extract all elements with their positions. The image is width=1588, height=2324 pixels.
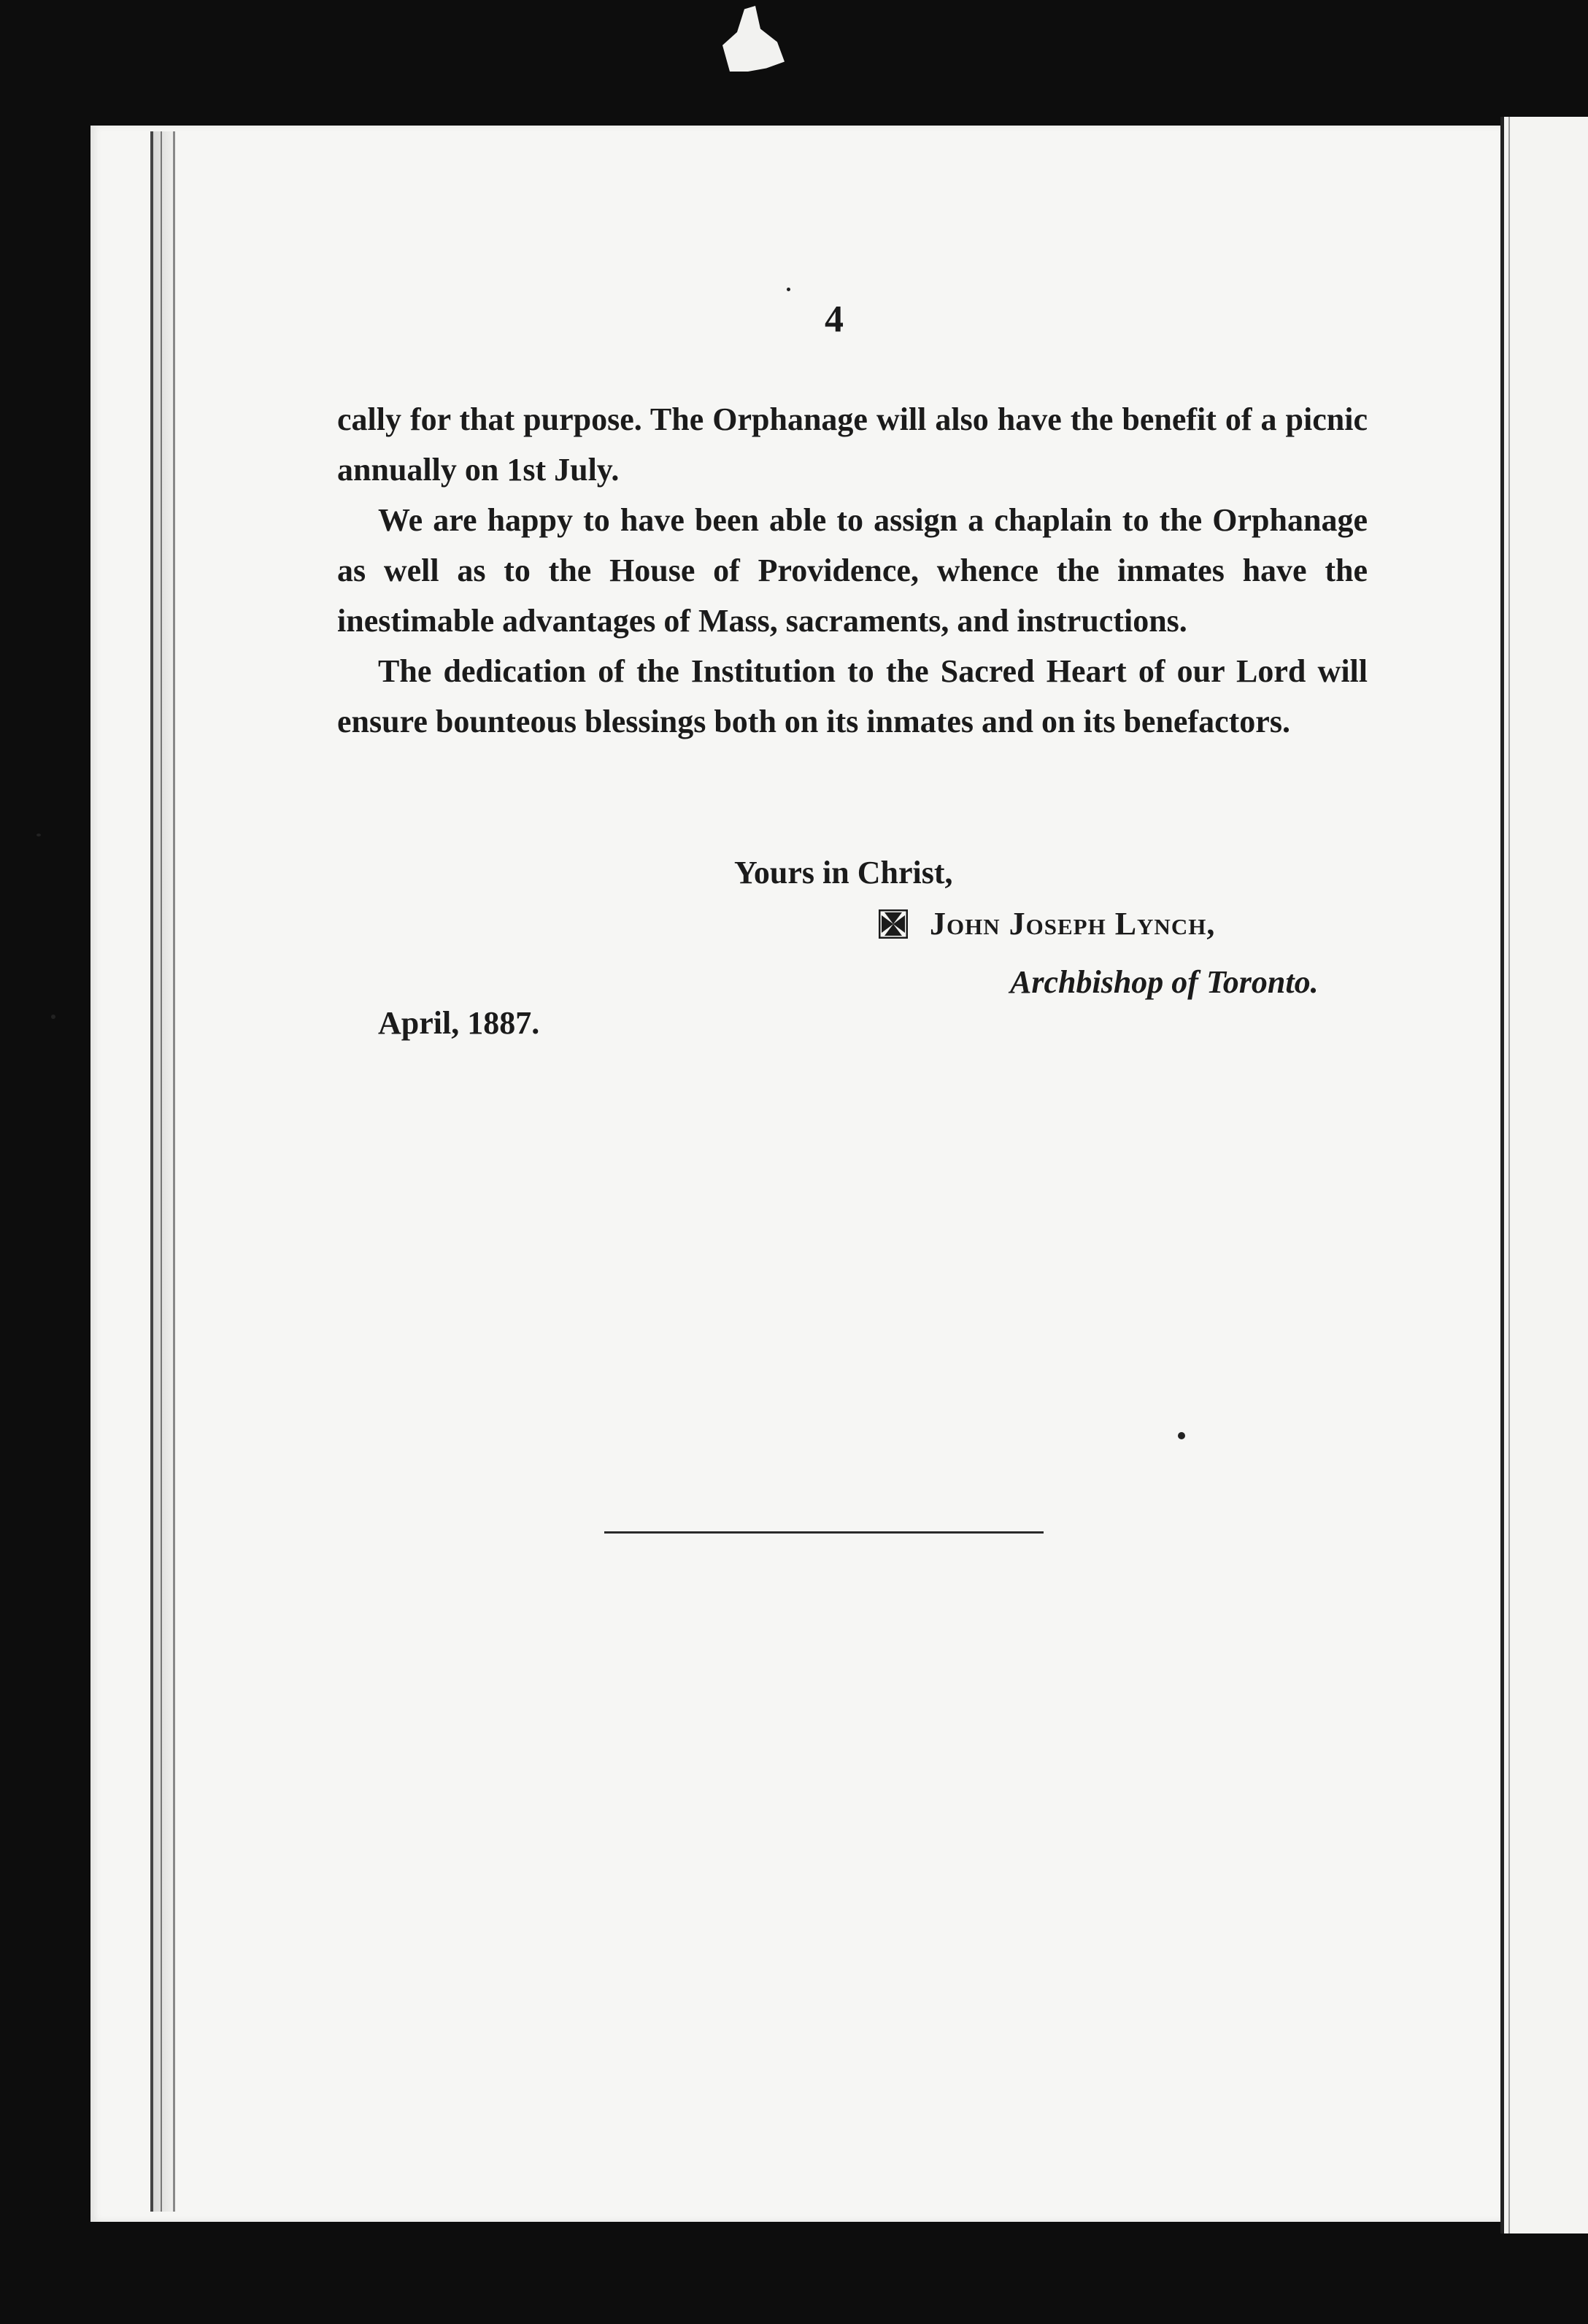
signature-line xyxy=(879,905,1215,942)
ink-speck xyxy=(51,1015,55,1019)
ink-speck xyxy=(787,288,790,291)
paragraph-dedication: The dedication of the Institution to the Sacred Heart of our Lord will ensure bounteous blessings both on its inmates and on its benefactors. xyxy=(337,653,1368,739)
page-number: 4 xyxy=(825,299,844,340)
signatory-title: Archbishop of Toronto. xyxy=(1010,964,1319,1000)
torn-paper-scrap xyxy=(715,6,788,72)
adjacent-page-edge xyxy=(1500,117,1588,2233)
letter-body xyxy=(337,394,1368,747)
paragraph-continuation: cally for that purpose. The Orphanage will also have the benefit of a picnic annually on 1st July. xyxy=(337,401,1368,488)
letter-date: April, 1887. xyxy=(378,1005,540,1041)
section-divider xyxy=(604,1531,1044,1534)
page-binding-edge xyxy=(150,131,175,2212)
signatory-name: John Joseph Lynch, xyxy=(930,906,1216,942)
closing-salutation: Yours in Christ, xyxy=(734,855,953,890)
ink-speck xyxy=(36,834,41,836)
paragraph-chaplain: We are happy to have been able to assign a chaplain to the Orphanage as well as to the House of Providence, whence the inmates have the inestimable advantages of Mass, sacraments, and instructions. xyxy=(337,502,1368,639)
maltese-cross-icon xyxy=(879,909,908,939)
ink-speck xyxy=(1178,1432,1185,1439)
